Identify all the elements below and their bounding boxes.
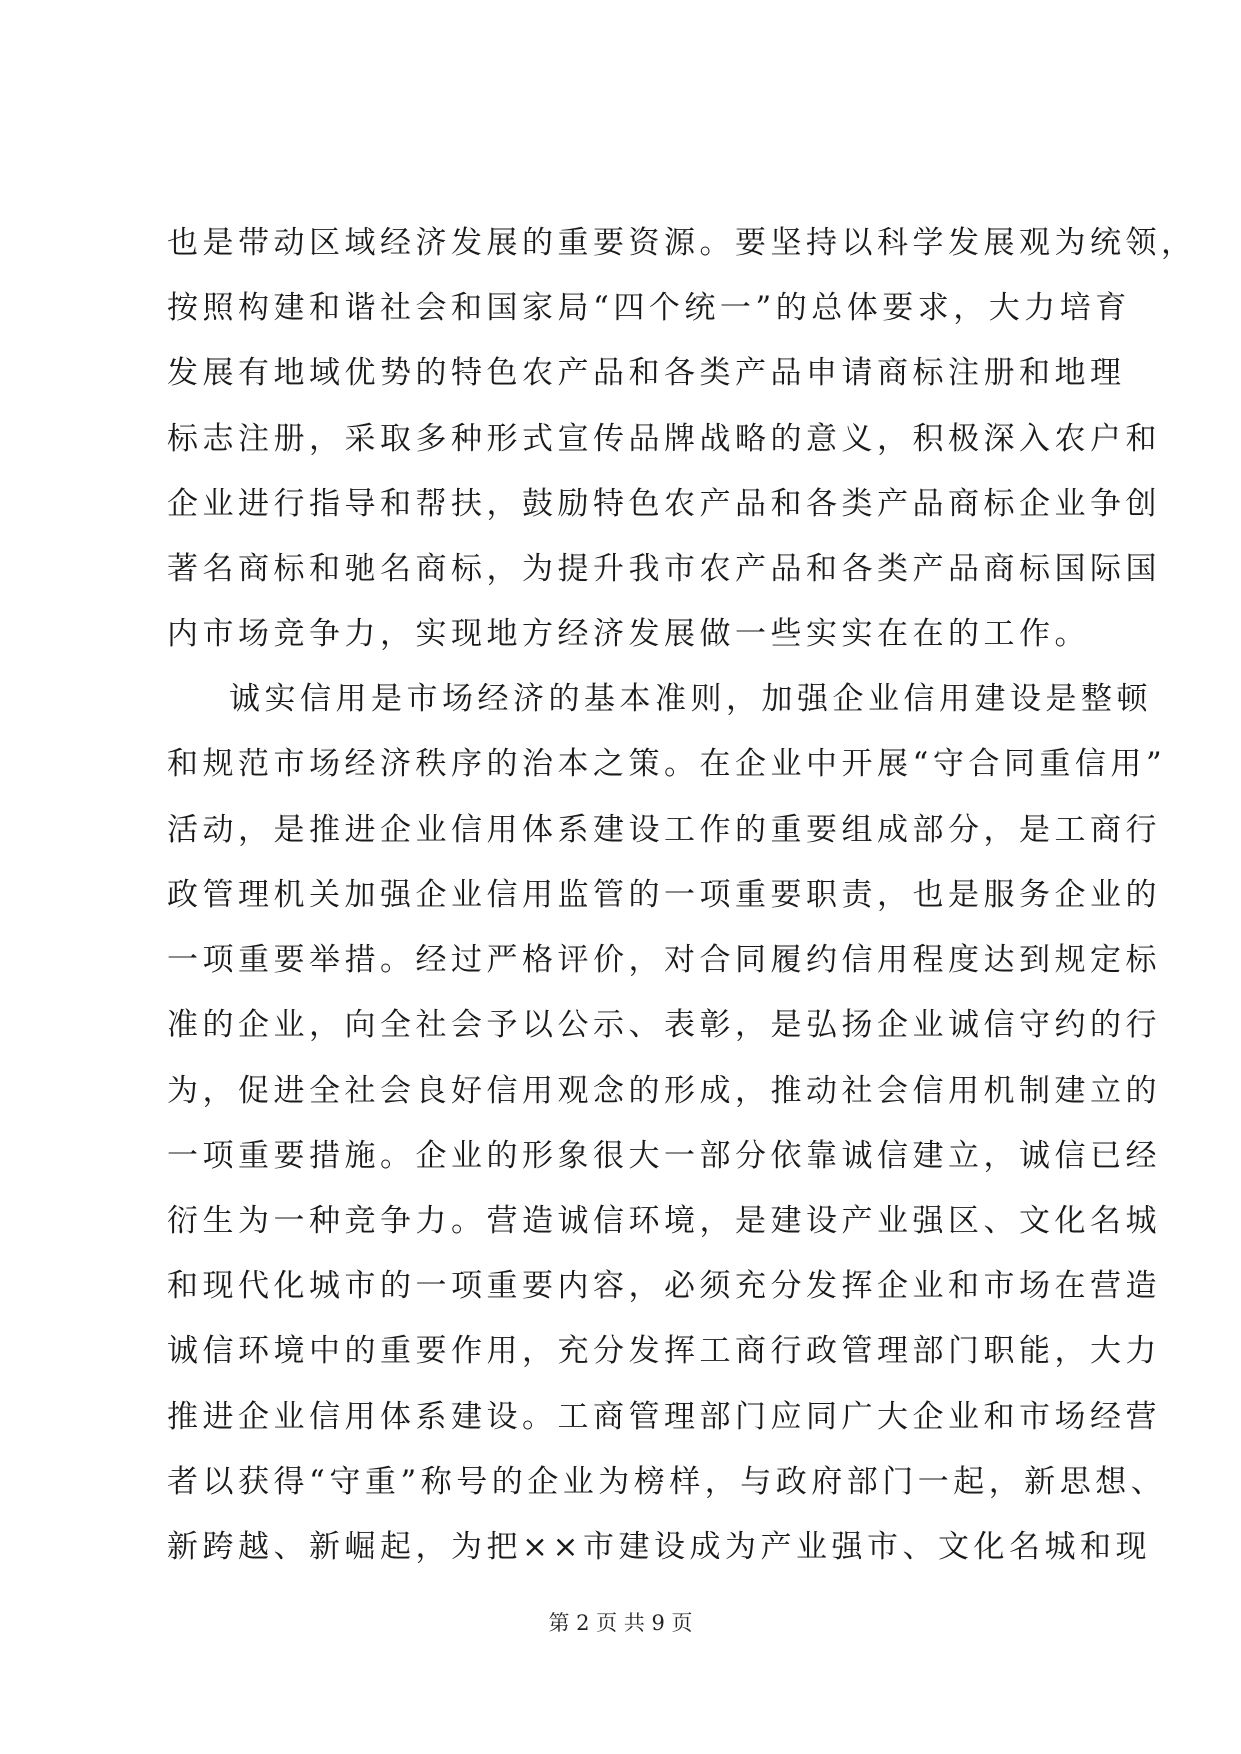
text-line: 和规范市场经济秩序的治本之策。在企业中开展“守合同重信用”	[167, 746, 1167, 782]
text-line: 活动，是推进企业信用体系建设工作的重要组成部分，是工商行	[167, 812, 1161, 848]
text-line: 也是带动区域经济发展的重要资源。要坚持以科学发展观为统领，	[167, 225, 1197, 261]
text-line: 者以获得“守重”称号的企业为榜样，与政府部门一起，新思想、	[167, 1464, 1167, 1500]
paragraph-first-line: 诚实信用是市场经济的基本准则，加强企业信用建设是整顿	[229, 681, 1152, 717]
text-line: 发展有地域优势的特色农产品和各类产品申请商标注册和地理	[167, 355, 1126, 391]
text-line: 推进企业信用体系建设。工商管理部门应同广大企业和市场经营	[167, 1399, 1161, 1435]
text-line: 内市场竞争力，实现地方经济发展做一些实实在在的工作。	[167, 616, 1090, 652]
text-line: 著名商标和驰名商标，为提升我市农产品和各类产品商标国际国	[167, 551, 1161, 587]
text-line: 准的企业，向全社会予以公示、表彰，是弘扬企业诚信守约的行	[167, 1007, 1161, 1043]
text-line: 为，促进全社会良好信用观念的形成，推动社会信用机制建立的	[167, 1073, 1161, 1109]
text-line: 衍生为一种竞争力。营造诚信环境，是建设产业强区、文化名城	[167, 1203, 1161, 1239]
text-line: 诚信环境中的重要作用，充分发挥工商行政管理部门职能，大力	[167, 1333, 1161, 1369]
text-line: 企业进行指导和帮扶，鼓励特色农产品和各类产品商标企业争创	[167, 486, 1161, 522]
text-line: 标志注册，采取多种形式宣传品牌战略的意义，积极深入农户和	[167, 421, 1161, 457]
text-line: 新跨越、新崛起，为把××市建设成为产业强市、文化名城和现	[167, 1529, 1151, 1565]
text-line: 一项重要举措。经过严格评价，对合同履约信用程度达到规定标	[167, 942, 1161, 978]
text-line: 按照构建和谐社会和国家局“四个统一”的总体要求，大力培育	[167, 290, 1131, 326]
page-number-footer: 第 2 页 共 9 页	[548, 1611, 693, 1635]
text-line: 和现代化城市的一项重要内容，必须充分发挥企业和市场在营造	[167, 1268, 1161, 1304]
text-line: 一项重要措施。企业的形象很大一部分依靠诚信建立，诚信已经	[167, 1138, 1161, 1174]
text-line: 政管理机关加强企业信用监管的一项重要职责，也是服务企业的	[167, 877, 1161, 913]
